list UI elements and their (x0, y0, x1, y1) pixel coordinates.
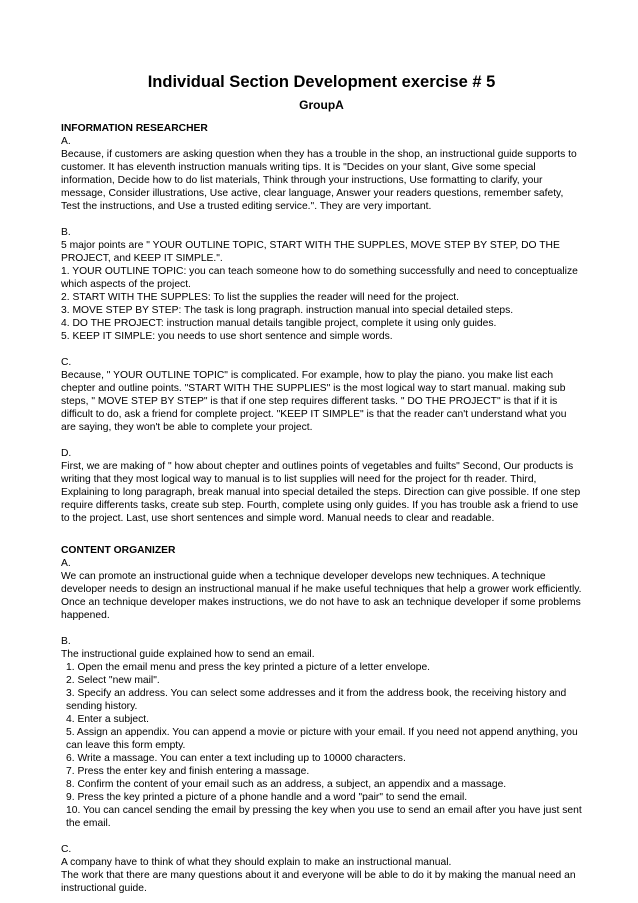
section-content-organizer (61, 544, 582, 895)
list-item: 10. You can cancel sending the email by pressing the key when you use to send an email after you have just sent the email. (66, 805, 582, 829)
block-label: B. (61, 636, 71, 647)
block-paragraph: Because, " YOUR OUTLINE TOPIC" is complicated. For example, how to play the piano. you make list each chepter and outline points. "START WITH THE SUPPLIES" is the most logical way to start manual. making sub steps, " MOVE STEP BY STEP" is that if one step requires different tasks. " DO THE PROJECT" is that if it is difficult to do, ask a friend for complete project. "KEEP IT SIMPLE" is that the reader can't understand what you are saying, they won't be able to complete your project. (61, 370, 567, 433)
list-item: 4. Enter a subject. (66, 714, 149, 725)
list-item: 4. DO THE PROJECT: instruction manual details tangible project, complete it using only guides. (61, 318, 497, 329)
page-title: Individual Section Development exercise # 5 (147, 73, 496, 91)
block-label: B. (61, 227, 71, 238)
list-item: 1. Open the email menu and press the key printed a picture of a letter envelope. (66, 662, 431, 673)
answer-block-d (61, 447, 582, 525)
section-information-researcher (61, 122, 582, 525)
answer-block-c (61, 356, 582, 434)
list-item: 5. KEEP IT SIMPLE: you needs to use short sentence and simple words. (61, 331, 393, 342)
block-label: C. (61, 844, 72, 855)
answer-block-c (61, 843, 582, 895)
block-label: C. (61, 357, 72, 368)
list-item: 3. MOVE STEP BY STEP: The task is long pragraph. instruction manual into special detailed steps. (61, 305, 514, 316)
list-item: 8. Confirm the content of your email such as an address, a subject, an appendix and a massage. (66, 779, 507, 790)
block-paragraph: The instructional guide explained how to send an email. (61, 649, 315, 660)
list-item: 3. Specify an address. You can select some addresses and it from the address book, the receiving history and sending history. (66, 688, 567, 712)
answer-block-b (61, 226, 582, 343)
block-label: A. (61, 558, 71, 569)
list-item: 5. Assign an appendix. You can append a movie or picture with your email. If you need not append anything, you can leave this form empty. (66, 727, 578, 751)
list-item: 9. Press the key printed a picture of a phone handle and a word "pair" to send the email. (66, 792, 468, 803)
block-paragraph: We can promote an instructional guide when a technique developer develops new techniques. A technique developer needs to design an instructional manual if he make useful techniques that help a grower work efficiently. Once an technique developer makes instructions, we do not have to ask an technique developer if some problems happened. (61, 571, 582, 621)
block-paragraph: 5 major points are " YOUR OUTLINE TOPIC, START WITH THE SUPPLES, MOVE STEP BY STEP, DO THE PROJECT, and KEEP IT SIMPLE.". (61, 240, 560, 264)
page-subtitle: GroupA (299, 98, 344, 112)
list-item: 7. Press the enter key and finish entering a massage. (66, 766, 310, 777)
list-item: 6. Write a massage. You can enter a text including up to 10000 characters. (66, 753, 406, 764)
section-heading: INFORMATION RESEARCHER (61, 123, 208, 134)
list-item: 2. Select "new mail". (66, 675, 160, 686)
block-label: D. (61, 448, 72, 459)
list-item: 2. START WITH THE SUPPLES: To list the supplies the reader will need for the project. (61, 292, 459, 303)
block-paragraph: The work that there are many questions about it and everyone will be able to do it by making the manual need an instructional guide. (61, 870, 576, 894)
answer-block-a (61, 557, 582, 622)
answer-block-a (61, 135, 582, 213)
section-heading: CONTENT ORGANIZER (61, 545, 176, 556)
list-item: 1. YOUR OUTLINE TOPIC: you can teach someone how to do something successfully and need to conceptualize which aspects of the project. (61, 266, 578, 290)
block-label: A. (61, 136, 71, 147)
block-paragraph: A company have to think of what they should explain to make an instructional manual. (61, 857, 452, 868)
answer-block-b (61, 635, 582, 830)
block-paragraph: Because, if customers are asking question when they has a trouble in the shop, an instructional guide supports to customer. It has eleventh instruction manuals writing tips. It is "Decides on your slant, Give some special information, Decide how to do list materials, Think through your instructions, Use formatting to clarify, your message, Consider illustrations, Use active, clear language, Answer your readers questions, remember safety, Test the instructions, and Use a trusted editing service.". They are very important. (61, 149, 577, 212)
block-paragraph: First, we are making of " how about chepter and outlines points of vegetables and fuilts" Second, Our products is writing that they most logical way to manual is to list supplies will need for the project for th reader. Third, Explaining to long paragraph, break manual into special detailed the steps. Direction can give possible. If one step require differents tasks, create sub step. Fourth, complete using only guides. If you has trouble ask a friend to use to the project. Last, use short sentences and simple word. Manual needs to clear and readable. (61, 461, 581, 524)
